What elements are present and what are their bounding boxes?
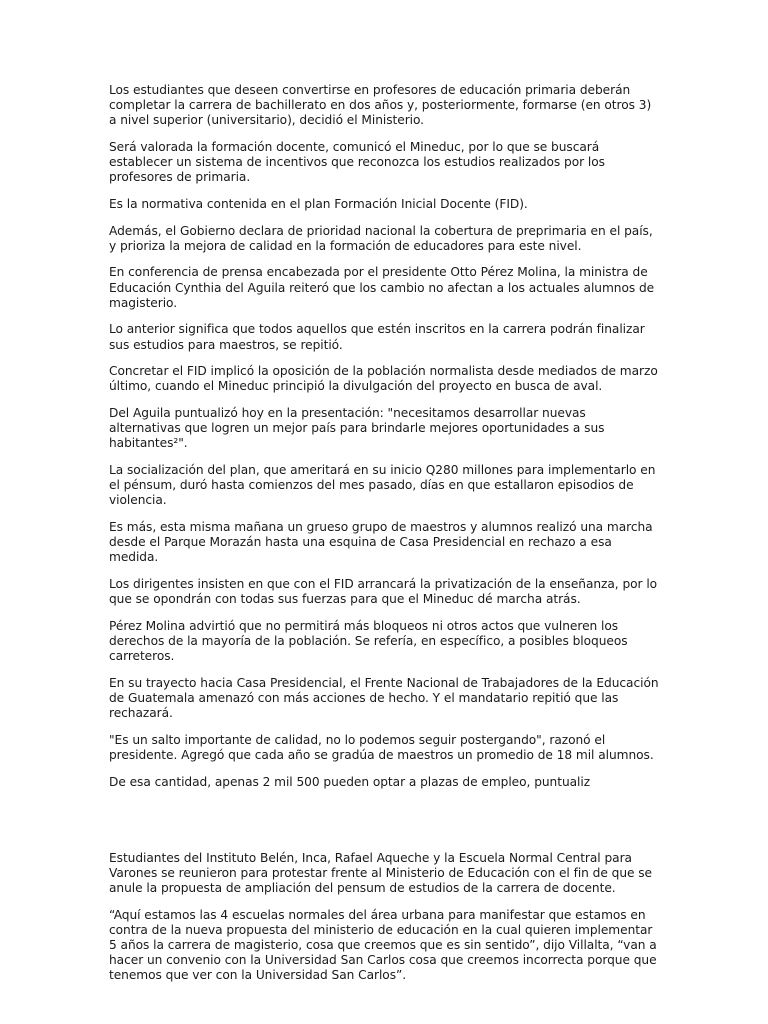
- paragraph: Los estudiantes que deseen convertirse en profesores de educación primaria deberán completar la carrera de bachillerato en dos años y, posteriormente, formarse (en otros 3) a nivel superior (universitario), decidió el Ministerio.: [109, 83, 652, 128]
- paragraph: Los dirigentes insisten en que con el FID arrancará la privatización de la enseñanza, por lo que se opondrán con todas sus fuerzas para que el Mineduc dé marcha atrás.: [109, 576, 658, 607]
- paragraph: Es más, esta misma mañana un grueso grupo de maestros y alumnos realizó una marcha desde el Parque Morazán hasta una esquina de Casa Presidencial en rechazo a esa medida.: [109, 519, 653, 565]
- section-spacer: [109, 801, 661, 851]
- paragraph: Es la normativa contenida en el plan Formación Inicial Docente (FID).: [109, 197, 528, 211]
- paragraph: "Es un salto importante de calidad, no lo podemos seguir postergando", razonó el presidente. Agregó que cada año se gradúa de maestros un promedio de 18 mil alumnos.: [109, 732, 654, 762]
- paragraph: Lo anterior significa que todos aquellos que estén inscritos en la carrera podrán finalizar sus estudios para maestros, se repitió.: [109, 322, 645, 352]
- paragraph: Será valorada la formación docente, comunicó el Mineduc, por lo que se buscará establecer un sistema de incentivos que reconozca los estudios realizados por los profesores de primaria.: [109, 140, 605, 185]
- paragraph: Además, el Gobierno declara de prioridad nacional la cobertura de preprimaria en el país, y prioriza la mejora de calidad en la formación de educadores para este nivel.: [109, 223, 653, 253]
- paragraph: En conferencia de prensa encabezada por el presidente Otto Pérez Molina, la ministra de Educación Cynthia del Aguila reiteró que los cambio no afectan a los actuales alumnos de magisterio.: [109, 265, 655, 310]
- paragraph: Del Aguila puntualizó hoy en la presentación: "necesitamos desarrollar nuevas alternativas que logren un mejor país para brindarle mejores oportunidades a sus habitantes²".: [109, 405, 605, 451]
- paragraph: “Aquí estamos las 4 escuelas normales del área urbana para manifestar que estamos en contra de la nueva propuesta del ministerio de educación en la cual quieren implementar 5 años la carrera de magisterio, cosa que creemos que es sin sentido”, dijo Villalta, “van a hacer un convenio con la Universidad San Carlos cosa que creemos incorrecta porque que tenemos que ver con la Universidad San Carlos”.: [109, 907, 657, 983]
- paragraph: Pérez Molina advirtió que no permitirá más bloqueos ni otros actos que vulneren los derechos de la mayoría de la población. Se refería, en específico, a posibles bloqueos carreteros.: [109, 618, 628, 664]
- second-article-body: [109, 851, 661, 984]
- paragraph: De esa cantidad, apenas 2 mil 500 pueden optar a plazas de empleo, puntualiz: [109, 774, 591, 789]
- paragraph: En su trayecto hacia Casa Presidencial, el Frente Nacional de Trabajadores de la Educación de Guatemala amenazó con más acciones de hecho. Y el mandatario repitió que las rechazará.: [109, 675, 659, 721]
- article-body: [109, 83, 661, 790]
- paragraph: Estudiantes del Instituto Belén, Inca, Rafael Aqueche y la Escuela Normal Central para Varones se reunieron para protestar frente al Ministerio de Educación con el fin de que se anule la propuesta de ampliación del pensum de estudios de la carrera de docente.: [109, 850, 653, 896]
- document-page: [109, 83, 661, 995]
- paragraph: La socialización del plan, que ameritará en su inicio Q280 millones para implementarlo en el pénsum, duró hasta comienzos del mes pasado, días en que estallaron episodios de violencia.: [109, 462, 656, 508]
- paragraph: Concretar el FID implicó la oposición de la población normalista desde mediados de marzo último, cuando el Mineduc principió la divulgación del proyecto en busca de aval.: [109, 364, 658, 394]
